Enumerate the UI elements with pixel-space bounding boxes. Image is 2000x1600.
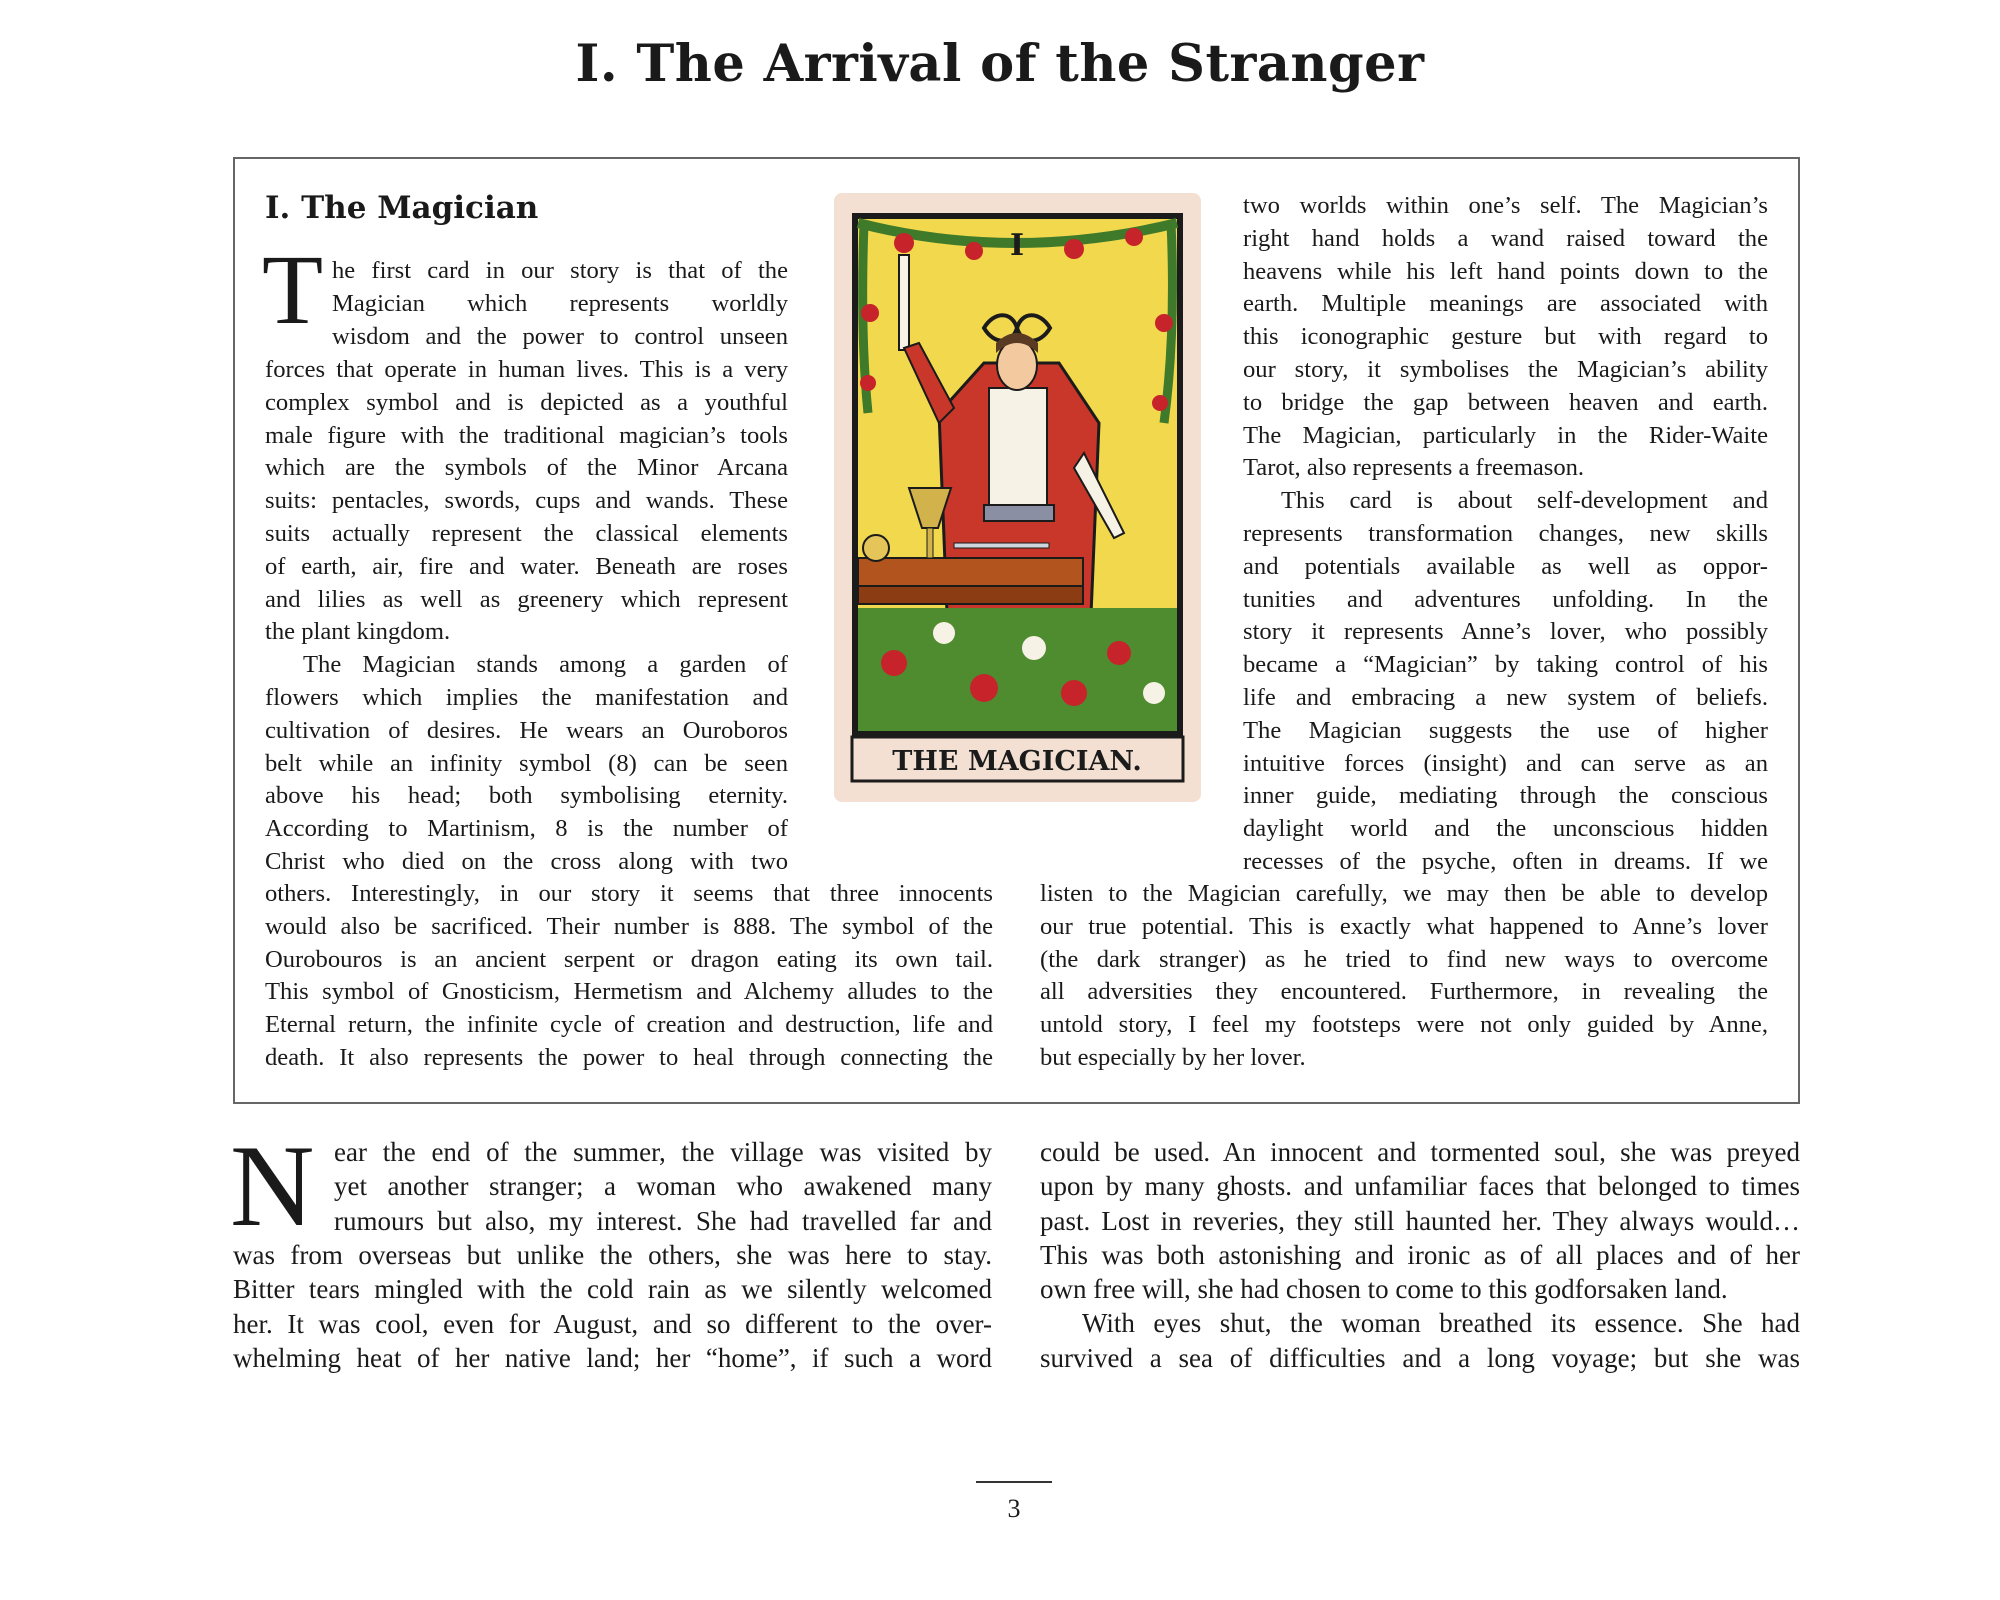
text-line: Christ who died on the cross along with two bbox=[265, 847, 788, 875]
text-line: inner guide, mediating through the conscious bbox=[1243, 782, 1768, 810]
magician-card-illustration bbox=[834, 193, 1201, 802]
text-line: suits actually represent the classical elements bbox=[265, 519, 788, 547]
text-line: could be used. An innocent and tormented soul, she was preyed bbox=[1040, 1137, 1800, 1167]
text-line: listen to the Magician carefully, we may then be able to develop bbox=[1040, 880, 1768, 907]
text-line: would also be sacrificed. Their number is 888. The symbol of the bbox=[265, 912, 993, 940]
text-line: Magician which represents worldly bbox=[332, 289, 788, 317]
text-line: yet another stranger; a woman who awakened many bbox=[334, 1171, 992, 1202]
text-line: untold story, I feel my footsteps were not only guided by Anne, bbox=[1040, 1011, 1768, 1039]
main-right-column bbox=[1040, 1135, 1800, 1375]
text-line: forces that operate in human lives. This is a very bbox=[265, 356, 788, 383]
text-line: to bridge the gap between heaven and earth. bbox=[1243, 388, 1768, 416]
garden-flowers-icon bbox=[858, 608, 1177, 731]
text-line: cultivation of desires. He wears an Ouroboros bbox=[265, 716, 788, 744]
text-line: above his head; both symbolising eternity. bbox=[265, 782, 788, 810]
text-line: this iconographic gesture but with regard to bbox=[1243, 323, 1768, 351]
text-line: the plant kingdom. bbox=[265, 618, 451, 646]
text-line: past. Lost in reveries, they still haunted her. They always would… bbox=[1040, 1205, 1800, 1236]
text-line: male figure with the traditional magician’s tools bbox=[265, 421, 788, 449]
text-line: rumours but also, my interest. She had travelled far and bbox=[334, 1205, 992, 1236]
main-left-intro bbox=[334, 1135, 992, 1238]
page-number: 3 bbox=[1007, 1494, 1021, 1523]
card-caption: THE MAGICIAN. bbox=[892, 746, 1142, 777]
text-line: death. It also represents the power to heal through connecting the bbox=[265, 1043, 993, 1071]
text-line: suits: pentacles, swords, cups and wands. These bbox=[265, 487, 788, 515]
text-line: daylight world and the unconscious hidden bbox=[1243, 815, 1768, 843]
sidebar-left-intro bbox=[332, 255, 788, 353]
wand-icon bbox=[899, 255, 909, 350]
text-line: Ourobouros is an ancient serpent or dragon eating its own tail. bbox=[265, 945, 993, 973]
sidebar-drop-cap: T bbox=[262, 234, 324, 345]
text-line: survived a sea of difficulties and a long voyage; but she was bbox=[1040, 1342, 1800, 1373]
text-line: recesses of the psyche, often in dreams. If we bbox=[1243, 847, 1768, 875]
text-line: her. It was cool, even for August, and so different to the over- bbox=[233, 1308, 992, 1339]
sidebar-left-wide bbox=[265, 878, 993, 1075]
table-shape bbox=[858, 558, 1083, 586]
text-line: tunities and adventures unfolding. In the bbox=[1243, 585, 1768, 613]
text-line: our true potential. This is exactly what happened to Anne’s lover bbox=[1040, 912, 1768, 940]
text-line: and potentials available as well as oppor- bbox=[1243, 552, 1768, 580]
text-line: and lilies as well as greenery which represent bbox=[265, 585, 788, 613]
card-numeral: I bbox=[1009, 228, 1025, 263]
text-line: life and embracing a new system of beliefs. bbox=[1243, 683, 1768, 711]
text-line: intuitive forces (insight) and can serve as an bbox=[1243, 749, 1768, 777]
text-line: upon by many ghosts. and unfamiliar faces that belonged to times bbox=[1040, 1171, 1800, 1202]
text-line: Bitter tears mingled with the cold rain as we silently welcomed bbox=[233, 1274, 992, 1305]
text-line: The Magician, particularly in the Rider-Waite bbox=[1243, 421, 1768, 449]
text-line: wisdom and the power to control unseen bbox=[332, 322, 788, 350]
footer-rule bbox=[976, 1481, 1052, 1483]
text-line: ear the end of the summer, the village was visited by bbox=[334, 1137, 992, 1167]
text-line: Eternal return, the infinite cycle of creation and destruction, life and bbox=[265, 1011, 993, 1039]
text-line: flowers which implies the manifestation and bbox=[265, 683, 788, 711]
text-line: earth. Multiple meanings are associated with bbox=[1243, 290, 1768, 318]
sidebar-right-narrow bbox=[1243, 190, 1768, 879]
text-line: With eyes shut, the woman breathed its essence. She had bbox=[1082, 1308, 1800, 1339]
text-line: This card is about self-development and bbox=[1281, 487, 1768, 515]
text-line: The Magician stands among a garden of bbox=[303, 651, 788, 679]
text-line: complex symbol and is depicted as a youthful bbox=[265, 388, 788, 416]
sidebar-right-wide bbox=[1040, 878, 1768, 1075]
text-line: own free will, she had chosen to come to this godforsaken land. bbox=[1040, 1274, 1728, 1305]
pentacle-icon bbox=[863, 535, 889, 561]
text-line: of earth, air, fire and water. Beneath are roses bbox=[265, 552, 788, 580]
text-line: became a “Magician” by taking control of his bbox=[1243, 651, 1768, 679]
text-line: This symbol of Gnosticism, Hermetism and Alchemy alludes to the bbox=[265, 978, 993, 1006]
text-line: was from overseas but unlike the others, she was here to stay. bbox=[233, 1240, 992, 1270]
text-line: right hand holds a wand raised toward the bbox=[1243, 224, 1768, 252]
main-left-column bbox=[233, 1238, 992, 1375]
text-line: others. Interestingly, in our story it seems that three innocents bbox=[265, 880, 993, 907]
section-heading: I. The Magician bbox=[265, 190, 539, 226]
text-line: The Magician suggests the use of higher bbox=[1243, 716, 1768, 744]
text-line: Tarot, also represents a freemason. bbox=[1243, 454, 1585, 482]
text-line: story it represents Anne’s lover, who possibly bbox=[1243, 618, 1768, 646]
text-line: whelming heat of her native land; her “home”, if such a word bbox=[233, 1342, 992, 1373]
text-line: which are the symbols of the Minor Arcana bbox=[265, 454, 788, 482]
text-line: According to Martinism, 8 is the number of bbox=[265, 815, 788, 843]
magician-head bbox=[997, 340, 1037, 390]
text-line: he first card in our story is that of the bbox=[332, 257, 788, 284]
text-line: our story, it symbolises the Magician’s ability bbox=[1243, 355, 1768, 383]
text-line: represents transformation changes, new skills bbox=[1243, 519, 1768, 547]
text-line: This was both astonishing and ironic as of all places and of her bbox=[1040, 1239, 1800, 1270]
text-line: but especially by her lover. bbox=[1040, 1043, 1306, 1071]
sword-icon bbox=[954, 543, 1049, 548]
text-line: two worlds within one’s self. The Magician’s bbox=[1243, 192, 1768, 219]
sidebar-left-narrow bbox=[265, 354, 788, 879]
text-line: heavens while his left hand points down to the bbox=[1243, 257, 1768, 285]
text-line: belt while an infinity symbol (8) can be seen bbox=[265, 749, 788, 777]
text-line: all adversities they encountered. Furthermore, in revealing the bbox=[1040, 978, 1768, 1006]
main-drop-cap: N bbox=[230, 1122, 315, 1251]
text-line: (the dark stranger) as he tried to find new ways to overcome bbox=[1040, 945, 1768, 973]
chapter-title: I. The Arrival of the Stranger bbox=[575, 34, 1425, 94]
